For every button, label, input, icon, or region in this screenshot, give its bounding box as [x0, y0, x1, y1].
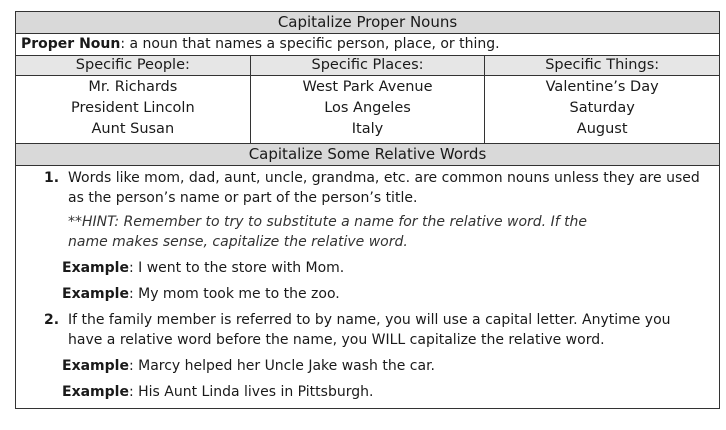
section-title: Capitalize Some Relative Words [16, 144, 719, 166]
definition-term: Proper Noun [21, 36, 121, 52]
example-label: Example [62, 286, 129, 302]
definition-row [16, 34, 719, 56]
list-item: President Lincoln [71, 100, 195, 116]
definition-text: : a noun that names a specific person, place, or thing. [120, 36, 500, 52]
column-things [484, 56, 719, 143]
list-item: Mr. Richards [88, 79, 178, 95]
list-item: Valentine’s Day [545, 79, 659, 95]
column-header: Specific People: [16, 56, 250, 76]
rule-number: 2. [44, 312, 60, 328]
example-label: Example [62, 384, 129, 400]
example-label: Example [62, 358, 129, 374]
rule-item [44, 168, 707, 208]
example-line [62, 258, 707, 278]
column-header: Specific Things: [485, 56, 719, 76]
example-text: : My mom took me to the zoo. [128, 286, 340, 302]
rules-list [16, 166, 719, 408]
examples-columns [16, 56, 719, 144]
list-item: Italy [351, 121, 384, 137]
list-item: Aunt Susan [91, 121, 175, 137]
example-text: : Marcy helped her Uncle Jake wash the car. [128, 358, 435, 374]
example-line [62, 284, 707, 304]
rule-text: Words like mom, dad, aunt, uncle, grandma, etc. are common nouns unless they are used as the person’s name or part of the person’s title. [68, 170, 700, 206]
example-label: Example [62, 260, 129, 276]
rule-text: If the family member is referred to by name, you will use a capital letter. Anytime you have a relative word before the name, you WILL capitalize the relative word. [68, 312, 671, 348]
list-item: Los Angeles [324, 100, 411, 116]
example-text: : I went to the store with Mom. [128, 260, 345, 276]
example-line [62, 382, 707, 402]
column-header: Specific Places: [251, 56, 485, 76]
hint-text: **HINT: Remember to try to substitute a name for the relative word. If the name makes sense, capitalize the relative word. [68, 214, 588, 250]
worksheet-table [15, 11, 720, 409]
rule-number: 1. [44, 170, 60, 186]
page-title: Capitalize Proper Nouns [16, 12, 719, 34]
example-line [62, 356, 707, 376]
list-item: August [576, 121, 628, 137]
column-people [16, 56, 250, 143]
rule-item [44, 310, 707, 350]
column-places [250, 56, 485, 143]
list-item: West Park Avenue [302, 79, 433, 95]
list-item: Saturday [569, 100, 635, 116]
example-text: : His Aunt Linda lives in Pittsburgh. [128, 384, 374, 400]
